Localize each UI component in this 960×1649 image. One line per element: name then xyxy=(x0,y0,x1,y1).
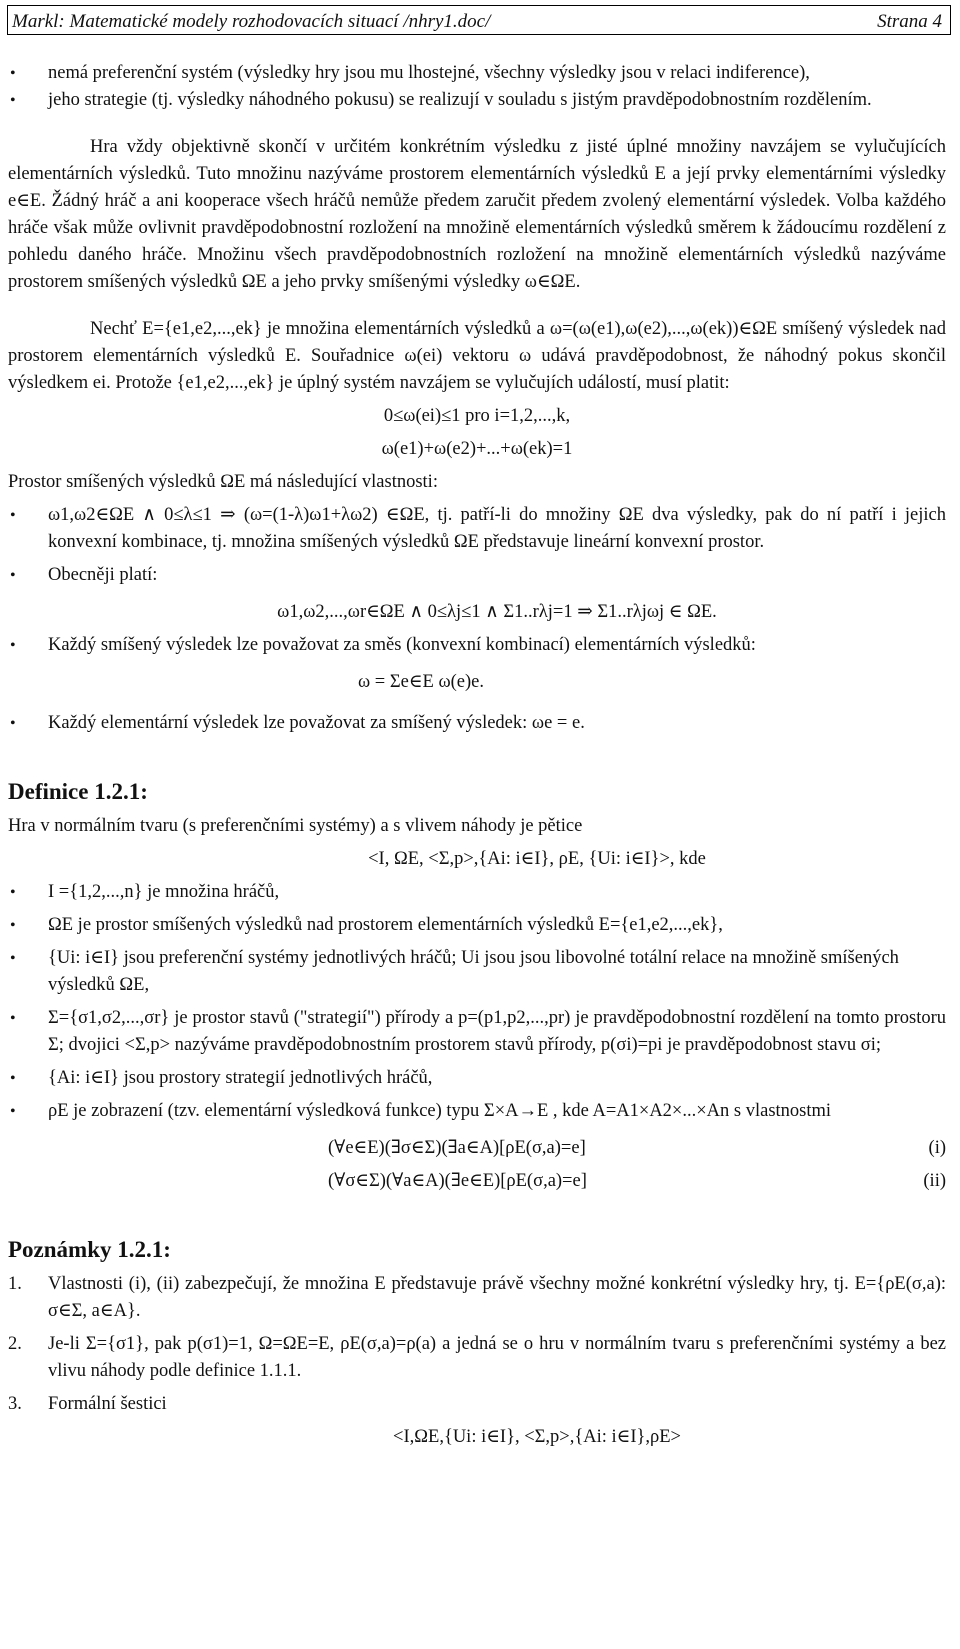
list-item xyxy=(8,1271,946,1325)
section-heading: Definice 1.2.1: xyxy=(8,779,148,804)
list-item: • {Ai: i∈I} jsou prostory strategií jednotlivých hráčů, xyxy=(8,1065,946,1092)
condition-label: (ii) xyxy=(923,1171,946,1191)
list-item: • {Ui: i∈I} jsou preferenční systémy jednotlivých hráčů; Ui jsou jsou libovolné totální relace na množině smíšených výsledků ΩE, xyxy=(8,945,946,999)
condition-label: (i) xyxy=(928,1138,946,1158)
list-item xyxy=(8,1391,946,1418)
header-page-number: Strana 4 xyxy=(877,11,942,32)
list-item: • ρE je zobrazení (tzv. elementární výsledková funkce) typu Σ×A→E , kde A=A1×A2×...×An s vlastnostmi xyxy=(8,1098,946,1125)
paragraph: Prostor smíšených výsledků ΩE má následující vlastnosti: xyxy=(8,472,438,492)
list-item: • ΩE je prostor smíšených výsledků nad prostorem elementárních výsledků E={e1,e2,...,ek}, xyxy=(8,912,946,939)
formula: ω = Σe∈E ω(e)e. xyxy=(358,672,485,692)
formula: ω1,ω2,...,ωr∈ΩE ∧ 0≤λj≤1 ∧ Σ1..rλj=1 ⇒ Σ1..rλjωj ∈ ΩE. xyxy=(277,602,717,622)
paragraph: Nechť E={e1,e2,...,ek} je množina elementárních výsledků a ω=(ω(e1),ω(e2),...,ω(ek))∈ΩE smíšený výsledek nad prostorem elementárních výsledků E. Souřadnice ω(ei) vektoru ω udává pravděpodobnost, že náhodný pokus skončil výsledkem ei. Protože {e1,e2,...,ek} je úplný systém navzájem se vylučujích událostí, musí platit: xyxy=(8,319,946,393)
list-item xyxy=(8,1331,946,1385)
list-item: • Každý elementární výsledek lze považovat za smíšený výsledek: ωe = e. xyxy=(8,710,946,737)
condition-formula: (∀σ∈Σ)(∀a∈A)(∃e∈E)[ρE(σ,a)=e] xyxy=(328,1171,587,1191)
condition-row xyxy=(8,1168,946,1195)
formula: <I,ΩE,{Ui: i∈I}, <Σ,p>,{Ai: i∈I},ρE> xyxy=(393,1427,681,1447)
note-text: Vlastnosti (i), (ii) zabezpečují, že množina E představuje právě všechny možné konkrétní výsledky hry, tj. E={ρE(σ,a): σ∈Σ, a∈A}. xyxy=(48,1274,946,1321)
paragraph: Hra vždy objektivně skončí v určitém konkrétním výsledku z jisté úplné množiny navzájem se vylučujících elementárních výsledků. Tuto množinu nazýváme prostorem elementárních výsledků E a její prvky elementárními výsledky e∈E. Žádný hráč a ani kooperace všech hráčů nemůže předem zaručit předem zvolený elementární výsledek. Volba každého hráče však může ovlivnit pravděpodobnostní rozložení na množině elementárních výsledků směrem k žádoucímu rozdělení z pohledu daného hráče. Množinu všech pravděpodobnostních rozložení na množině elementárních výsledků nazýváme prostorem smíšených výsledků ΩE a jeho prvky smíšenými výsledky ω∈ΩE. xyxy=(8,137,946,292)
note-text: Je-li Σ={σ1}, pak p(σ1)=1, Ω=ΩE=E, ρE(σ,a)=ρ(a) a jedná se o hru v normálním tvaru s preferenčními systémy a bez vlivu náhody podle definice 1.1.1. xyxy=(48,1334,946,1381)
document-body xyxy=(8,60,946,1451)
list-number: 1. xyxy=(8,1274,22,1294)
formula: ω(e1)+ω(e2)+...+ω(ek)=1 xyxy=(381,439,573,459)
page-header xyxy=(7,5,951,35)
list-item: • I ={1,2,...,n} je množina hráčů, xyxy=(8,879,946,906)
list-item: • jeho strategie (tj. výsledky náhodného pokusu) se realizují v souladu s jistým pravděpodobnostním rozdělením. xyxy=(8,87,946,114)
condition-formula: (∀e∈E)(∃σ∈Σ)(∃a∈A)[ρE(σ,a)=e] xyxy=(328,1138,586,1158)
note-text: Formální šestici xyxy=(48,1394,167,1414)
list-item: • Obecněji platí: xyxy=(8,562,946,589)
condition-row xyxy=(8,1135,946,1162)
formula: 0≤ω(ei)≤1 pro i=1,2,...,k, xyxy=(383,406,571,426)
list-item: • ω1,ω2∈ΩE ∧ 0≤λ≤1 ⇒ (ω=(1-λ)ω1+λω2) ∈ΩE, tj. patří-li do množiny ΩE dva výsledky, pak do ní patří i jejich konvexní kombinace, tj. množina smíšených výsledků ΩE představuje lineární konvexní prostor. xyxy=(8,502,946,556)
section-heading: Poznámky 1.2.1: xyxy=(8,1237,171,1262)
list-item: • nemá preferenční systém (výsledky hry jsou mu lhostejné, všechny výsledky jsou v relaci indiference), xyxy=(8,60,946,87)
list-number: 2. xyxy=(8,1334,22,1354)
list-number: 3. xyxy=(8,1394,22,1414)
list-item: • Σ={σ1,σ2,...,σr} je prostor stavů ("strategií") přírody a p=(p1,p2,...,pr) je pravděpodobnostní rozdělení na tomto prostoru Σ; dvojici <Σ,p> nazýváme pravděpodobnostním prostorem stavů přírody, p(σi)=pi je pravděpodobnost stavu σi; xyxy=(8,1005,946,1059)
header-title: Markl: Matematické modely rozhodovacích situací /nhry1.doc/ xyxy=(12,11,491,32)
paragraph: Hra v normálním tvaru (s preferenčními systémy) a s vlivem náhody je pětice xyxy=(8,816,583,836)
formula: <I, ΩE, <Σ,p>,{Ai: i∈I}, ρE, {Ui: i∈I}>, kde xyxy=(368,849,706,869)
list-item: • Každý smíšený výsledek lze považovat za směs (konvexní kombinací) elementárních výsledků: xyxy=(8,632,946,659)
